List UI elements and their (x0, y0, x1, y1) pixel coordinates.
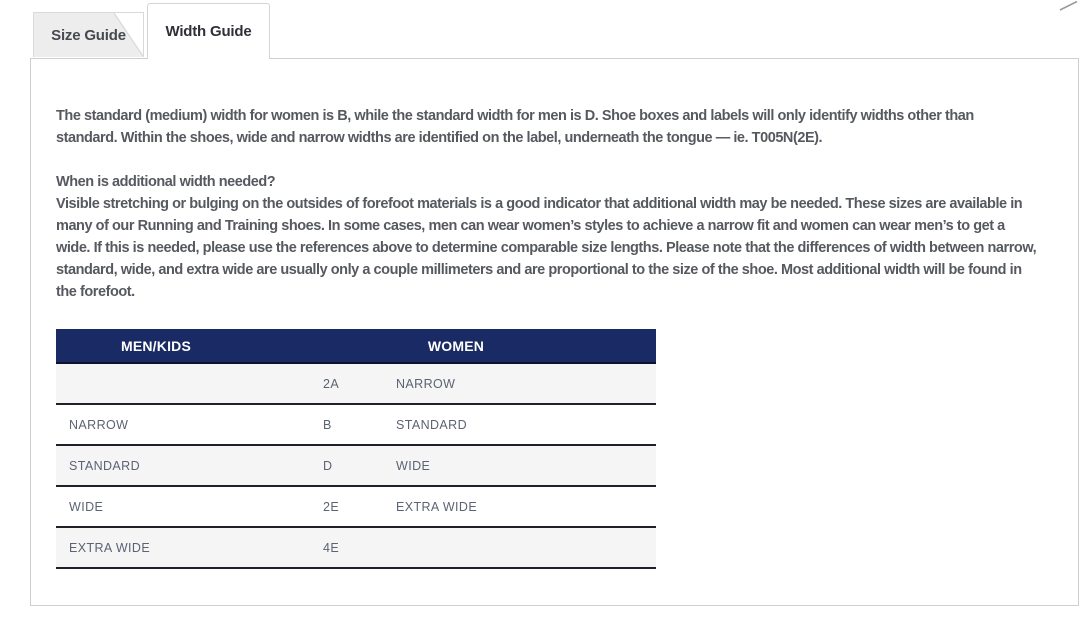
tab-width-guide-label: Width Guide (165, 23, 252, 40)
tab-size-guide[interactable] (33, 12, 144, 57)
cell-width-code: D (323, 458, 333, 473)
tab-corner-fold-decoration (114, 13, 143, 56)
cell-width-code: 2E (323, 499, 340, 514)
cell-men-kids: WIDE (69, 499, 104, 514)
cell-women: WIDE (396, 458, 431, 473)
cell-width-code: 2A (323, 376, 340, 391)
question-heading: When is additional width needed? (56, 174, 276, 190)
table-row (56, 528, 656, 569)
close-icon[interactable] (1056, 0, 1080, 12)
cell-women: EXTRA WIDE (396, 499, 478, 514)
explanation-paragraph: Visible stretching or bulging on the outsides of forefoot materials is a good indicator that additional width may be needed. These sizes are available in many of our Running and Training shoes. In some cases, men can wear women’s styles to achieve a narrow fit and women can wear men’s to get a wide. If this is needed, please use the references above to determine comparable size lengths. Please note that the differences of width between narrow, standard, wide, and extra wide are usually only a couple millimeters and are proportional to the size of the shoe. Most additional width will be found in the forefoot. (56, 196, 1037, 300)
tab-size-guide-label: Size Guide (51, 26, 126, 44)
table-header-women: WOMEN (427, 337, 485, 354)
width-comparison-table (56, 329, 656, 569)
cell-women: NARROW (396, 376, 456, 391)
intro-paragraph: The standard (medium) width for women is B, while the standard width for men is D. Shoe boxes and labels will only identify widths other than standard. Within the shoes, wide and narrow widths are identified on the label, underneath the tongue — ie. T005N(2E). (56, 108, 974, 146)
cell-width-code: B (323, 417, 332, 432)
cell-women: STANDARD (396, 417, 468, 432)
tab-width-guide[interactable] (147, 3, 270, 59)
table-header-men-kids: MEN/KIDS (120, 337, 192, 354)
table-row (56, 487, 656, 528)
table-row (56, 405, 656, 446)
close-icon-stroke (1056, 1, 1080, 13)
cell-men-kids: EXTRA WIDE (69, 540, 151, 555)
width-guide-panel (30, 58, 1079, 606)
cell-men-kids: STANDARD (69, 458, 141, 473)
table-header-row (56, 329, 656, 364)
table-row (56, 364, 656, 405)
panel-content (56, 105, 1041, 569)
cell-men-kids: NARROW (69, 417, 129, 432)
cell-width-code: 4E (323, 540, 340, 555)
table-row (56, 446, 656, 487)
